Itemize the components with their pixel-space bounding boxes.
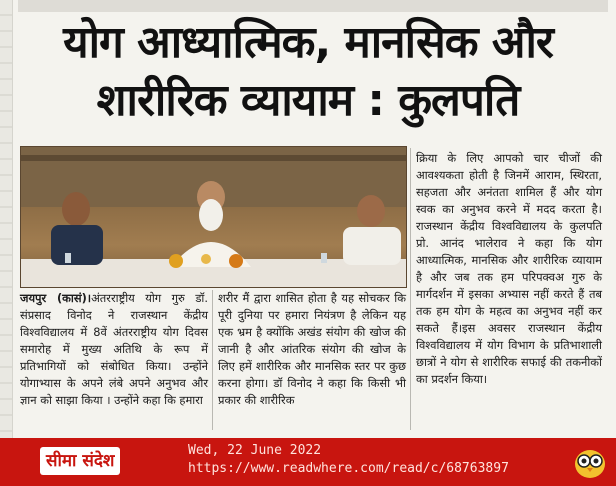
publication-date: Wed, 22 June 2022	[188, 443, 322, 458]
article-column-3: क्रिया के लिए आपको चार चीजों की आवश्यकता होती है जिनमें आराम, स्थिरता, सहजता और अनंतता शामिल हैं और योग स्वक का अनुभव करने में मदद करता है।राजस्थान केंद्रीय विश्वविद्यालय के कुलपति प्रो. आनंद भालेराव ने कहा कि योग आध्यात्मिक, मानसिक और शारीरिक व्यायाम है और जब तक हम परिपक्वअ गुरु के मार्गदर्शन में इसका अभ्यास नहीं करते हैं तब तक हम योग के महत्व का अनुभव नहीं कर सकते हैं।इस अवसर राजस्थान केंद्रीय विश्वविद्यालय में योग विभाग के प्रतिभाशाली छात्रों ने योग से शारीरिक सफाई की तकनीकों का प्रदर्शन किया।	[416, 151, 602, 386]
column-divider	[410, 148, 411, 430]
source-url-link[interactable]: https://www.readwhere.com/read/c/68763897	[188, 461, 509, 476]
article-column-1-text: अंतरराष्ट्रीय योग गुरु डॉ. संप्रसाद विनोद ने राजस्थान केंद्रीय विश्वविद्यालय में 8वें अंतरराष्ट्रीय योग दिवस समारोह में मुख्य अतिथि के रूप में प्रतिभागियों को संबोधित किया। उन्होंने योगाभ्यास के अपने लंबे अपने अनुभव और ज्ञान को साझा किया । उन्होंने कहा कि हमारा	[20, 291, 208, 407]
top-margin-strip	[18, 0, 608, 12]
headline-line-1: योग आध्यात्मिक, मानसिक और	[63, 17, 553, 68]
publication-logo[interactable]: सीमा संदेश	[40, 447, 120, 475]
adjacent-column-edge	[0, 0, 13, 438]
dateline: जयपुर (कासं)।	[20, 291, 92, 305]
article-column-1	[20, 290, 208, 409]
event-photo	[20, 146, 407, 288]
headline-line-2: शारीरिक व्यायाम : कुलपति	[96, 75, 520, 126]
owl-icon[interactable]	[572, 444, 608, 480]
column-divider	[212, 290, 213, 430]
event-stage-photo-icon	[21, 147, 406, 287]
article-column-2: शरीर मैं द्वारा शासित होता है यह सोचकर कि पूरी दुनिया पर हमारा नियंत्रण है लेकिन यह एक भ्रम है क्योंकि अखंड संयोग की खोज की जानी है और आंतरिक संयोग की खोज के लिए हमें शारीरिक और मानसिक स्तर पर कुछ करना होगा। डॉ विनोद ने कहा कि किसी भी प्रकार की शारीरिक	[218, 291, 406, 407]
